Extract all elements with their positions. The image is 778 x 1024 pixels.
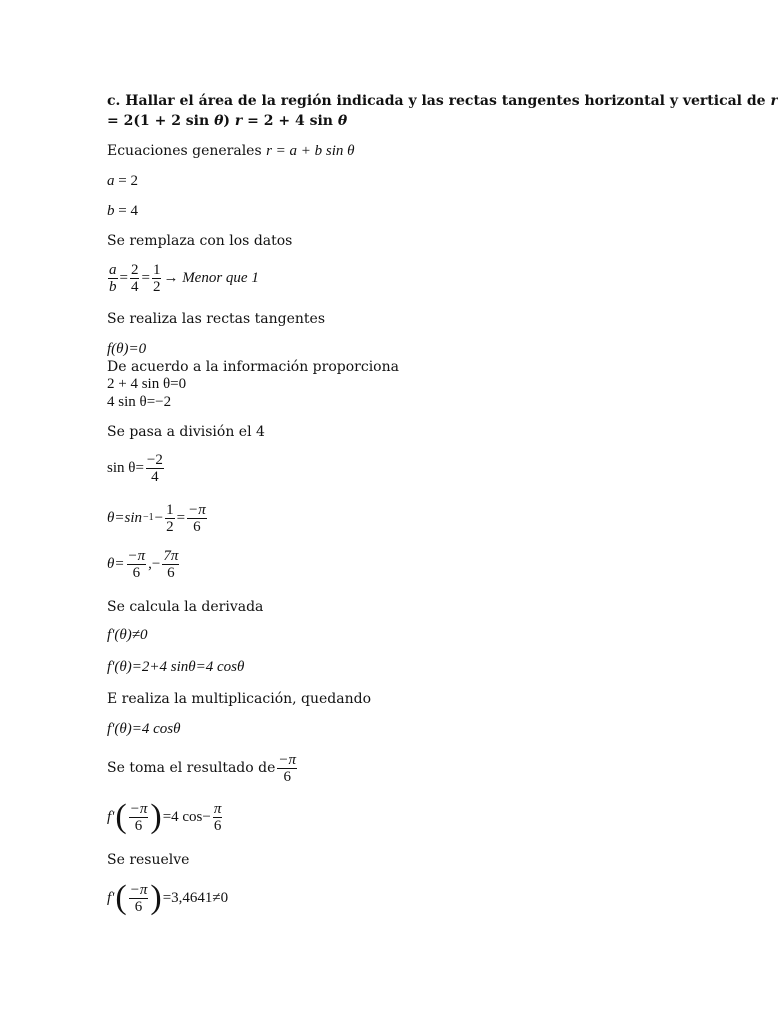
fraction [152,262,162,295]
equation: f'(θ)≠0 [107,627,148,643]
right-paren: ) [150,879,162,916]
equation-lhs: sin θ= [107,460,144,476]
equation: f'(θ)=4 cosθ [107,721,181,737]
problem-title-line2 [107,112,347,130]
fraction [165,502,175,535]
variable: b [107,203,115,219]
denominator: b [109,278,117,295]
fraction [162,548,179,581]
numerator: −π [129,881,148,898]
conclusion: → Menor que 1 [163,270,259,286]
fraction [127,548,147,581]
denominator: 4 [151,468,159,485]
numerator: 7π [163,547,179,564]
equation: 2 + 4 sin θ=0 [107,376,187,392]
fraction [108,262,118,295]
numerator: −π [278,751,297,768]
denominator: 2 [152,278,161,295]
fraction [277,752,297,785]
fraction [187,502,207,535]
denominator: 6 [167,564,175,581]
title-theta: θ [337,113,348,129]
paragraph-text: De acuerdo a la información proporciona [107,359,399,375]
paragraph-text: Se remplaza con los datos [107,233,293,249]
numerator: −2 [146,451,163,468]
equation-rhs: =3,4641≠0 [162,890,229,906]
equation-lhs: θ=sin [107,510,142,526]
equation-lhs: θ= [107,556,125,572]
denominator: 6 [134,817,143,834]
left-paren: ( [115,798,127,835]
function-name: f' [107,809,115,825]
denominator: 6 [193,518,201,535]
fraction [130,262,140,295]
sine-equation [107,448,165,488]
equation: = 4 [114,203,138,219]
value-a [107,172,138,190]
denominator: 6 [213,817,222,834]
numerator: 2 [130,261,139,278]
superscript: −1 [143,512,154,523]
paragraph-text: Se pasa a división el 4 [107,424,265,440]
denominator: 6 [134,898,143,915]
numerator: 1 [166,501,174,518]
title-text: c. Hallar el área de la región indicada y las rectas tangentes horizontal y vertical de [107,93,771,109]
title-theta: θ [214,113,224,129]
variable: a [107,173,115,189]
title-eq-part: = 2 + 4 sin [242,113,338,129]
paragraph-text: E realiza la multiplicación, quedando [107,691,372,707]
right-paren: ) [150,798,162,835]
denominator: 6 [132,564,141,581]
numerator: −π [129,800,148,817]
denominator: 6 [283,768,291,785]
arcsine-equation [107,498,208,538]
fraction [129,801,149,834]
separator: ,− [148,556,161,572]
operator: − [154,510,164,526]
equation: = 2 [114,173,138,189]
problem-title-line1 [107,92,778,110]
result-reference-line [107,748,298,788]
paragraph-text: Se resuelve [107,852,190,868]
fraction [213,801,223,834]
equation: f(θ)=0 [107,341,147,357]
fraction [129,882,149,915]
equation: 4 sin θ=−2 [107,394,172,410]
title-eq-part: ) [223,113,235,129]
equation-rhs: =4 cos− [162,809,211,825]
left-paren: ( [115,879,127,916]
title-r: r [234,113,243,129]
derivative-evaluation [107,797,223,837]
general-equation-line [107,142,355,160]
operator: = [176,510,186,526]
numerator: a [109,261,117,278]
numerator: π [213,800,222,817]
derivative-result [107,878,228,918]
numerator: −π [188,501,206,518]
denominator: 2 [166,518,174,535]
paragraph-text: Se realiza las rectas tangentes [107,311,326,327]
general-equation: r = a + b sin θ [266,143,355,159]
numerator: −π [127,547,146,564]
paragraph-text: Se toma el resultado de [107,760,276,776]
title-r: r [770,93,778,109]
function-name: f' [107,890,115,906]
paragraph-text: Se calcula la derivada [107,599,264,615]
theta-solutions [107,544,180,584]
title-eq-part: = 2(1 + 2 sin [107,113,215,129]
equation: f'(θ)=2+4 sinθ=4 cosθ [107,659,245,675]
paragraph-text: Ecuaciones generales [107,143,267,159]
numerator: 1 [152,261,161,278]
ratio-equation: $\frac{a}{b}$ = $\frac{2}{4}$ = $\frac{1}{2}$ → Menor que 1 [109,261,259,295]
fraction [146,452,164,485]
value-b [107,202,138,220]
denominator: 4 [130,278,139,295]
